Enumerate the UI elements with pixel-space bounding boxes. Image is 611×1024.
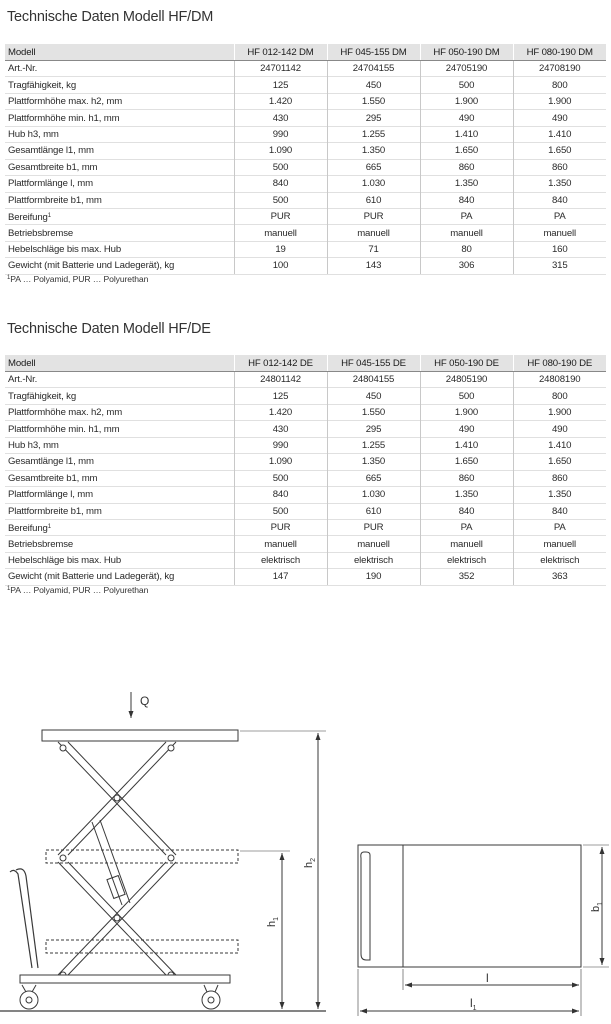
cell-value: 500 — [272, 194, 289, 206]
cell-value: manuell — [264, 538, 297, 550]
cell-value: 490 — [551, 112, 568, 124]
row-label-text: Gewicht (mit Batterie und Ladegerät), kg — [8, 260, 175, 272]
h2-label — [303, 858, 317, 868]
cell-value: 19 — [275, 244, 286, 256]
cell-value: 1.900 — [454, 407, 479, 419]
cell-value: 1.650 — [454, 456, 479, 468]
cell-value: 24808190 — [539, 374, 581, 386]
cell-value: 295 — [365, 423, 382, 435]
de-section-title: Technische Daten Modell HF/DE — [7, 321, 211, 337]
cell-value: 24701142 — [260, 63, 301, 75]
cell-value: 500 — [272, 161, 289, 173]
row-label-text: Plattformhöhe min. h1, mm — [8, 112, 120, 124]
cell-value: 860 — [551, 472, 568, 484]
cell-value: elektrisch — [260, 555, 301, 567]
footnote-mark: 1 — [47, 523, 51, 530]
cell-value: manuell — [543, 227, 577, 239]
footnote-text: PA … Polyamid, PUR … Polyurethan — [10, 585, 149, 595]
row-label-text: Plattformhöhe max. h2, mm — [8, 407, 123, 419]
row-label-text: Plattformhöhe max. h2, mm — [8, 96, 123, 108]
cell-value: 125 — [272, 79, 289, 91]
cell-value: 1.030 — [361, 178, 386, 190]
cell-value: 24708190 — [539, 63, 581, 75]
platform — [42, 730, 238, 741]
base-frame — [20, 975, 230, 983]
cell-value: 1.090 — [268, 456, 293, 468]
row-label-text: Gesamtbreite b1, mm — [8, 472, 98, 484]
cell-value: manuell — [357, 538, 390, 550]
cell-value: manuell — [543, 538, 577, 550]
cell-value: PA — [553, 522, 566, 534]
cell-value: 1.900 — [548, 96, 572, 108]
cell-value: 1.550 — [361, 407, 386, 419]
row-label-text: Gesamtlänge l1, mm — [8, 145, 94, 157]
b1-label — [590, 902, 604, 912]
column-header-variant: HF 050-190 DE — [420, 355, 513, 372]
cell-value: 610 — [365, 505, 382, 517]
footnote-mark: 1 — [47, 212, 51, 219]
cell-value: 80 — [461, 244, 472, 256]
cell-value: PUR — [363, 211, 384, 223]
cell-value: 1.090 — [268, 145, 293, 157]
row-label-text: Plattformbreite b1, mm — [8, 505, 102, 517]
cell-value: elektrisch — [540, 555, 580, 567]
cell-value: 1.650 — [548, 456, 572, 468]
cell-value: 24805190 — [445, 374, 488, 386]
cell-value: manuell — [357, 227, 390, 239]
cell-value: PA — [460, 522, 473, 534]
cell-value: 840 — [272, 178, 289, 190]
column-header-variant: HF 012-142 DM — [234, 44, 327, 61]
row-label-text: Betriebsbremse — [8, 227, 74, 239]
column-header-variant: HF 045-155 DM — [327, 44, 420, 61]
cell-value: 500 — [272, 472, 289, 484]
column-header-variant: HF 080-190 DM — [513, 44, 606, 61]
cell-value: 500 — [272, 505, 289, 517]
cell-value: 490 — [551, 423, 568, 435]
front-wheel — [20, 991, 38, 1009]
cell-value: 24804155 — [352, 374, 395, 386]
row-label-text: Gesamtbreite b1, mm — [8, 161, 98, 173]
row-label-text: Plattformbreite b1, mm — [8, 194, 102, 206]
footnote-text: PA … Polyamid, PUR … Polyurethan — [10, 274, 149, 284]
rear-wheel — [202, 991, 220, 1009]
cell-value: 1.900 — [454, 96, 479, 108]
column-header-model: Modell — [5, 44, 234, 61]
cell-value: 840 — [551, 194, 568, 206]
top-view-outline — [358, 845, 581, 967]
cell-value: PA — [460, 211, 473, 223]
cell-value: 143 — [365, 260, 382, 272]
cell-value: PUR — [363, 522, 384, 534]
l-label: l — [486, 971, 489, 985]
cell-value: 840 — [272, 489, 289, 501]
cell-value: 100 — [272, 260, 289, 272]
platform-base-dashed — [46, 940, 238, 953]
row-label-text: Art.-Nr. — [8, 374, 38, 386]
column-header-variant: HF 045-155 DE — [327, 355, 420, 372]
cell-value: 306 — [458, 260, 475, 272]
cell-value: 490 — [458, 423, 475, 435]
cell-value: 490 — [458, 112, 475, 124]
cell-value: 800 — [551, 390, 568, 402]
cell-value: 990 — [272, 128, 289, 140]
row-label-text: Gewicht (mit Batterie und Ladegerät), kg — [8, 571, 175, 583]
cell-value: 1.030 — [361, 489, 386, 501]
cell-value: 450 — [365, 390, 382, 402]
row-label-text: Bereifung — [8, 522, 48, 534]
row-label-text: Bereifung — [8, 211, 48, 223]
cell-value: 1.410 — [548, 128, 572, 140]
cell-value: 840 — [458, 194, 475, 206]
cell-value: 860 — [551, 161, 568, 173]
cell-value: 500 — [458, 390, 475, 402]
cell-value: 450 — [365, 79, 382, 91]
cell-value: manuell — [450, 227, 483, 239]
row-label-text: Hebelschläge bis max. Hub — [8, 555, 122, 567]
column-header-model: Modell — [5, 355, 234, 372]
svg-text:b1: $b_1$ — [590, 901, 604, 912]
platform-min-dashed — [46, 850, 238, 863]
load-label: Q — [140, 694, 150, 708]
cell-value: 1.350 — [361, 145, 386, 157]
row-label-text: Plattformlänge l, mm — [8, 489, 93, 501]
cell-value: 800 — [551, 79, 568, 91]
cell-value: 1.350 — [548, 489, 572, 501]
cell-value: 1.410 — [454, 439, 479, 451]
l1-label: $l_1$ — [470, 996, 477, 1012]
row-label-text: Tragfähigkeit, kg — [8, 390, 77, 402]
row-label-text: Tragfähigkeit, kg — [8, 79, 77, 91]
footnote-mark: 1 — [7, 586, 11, 592]
row-label-text: Hebelschläge bis max. Hub — [8, 244, 122, 256]
cell-value: 665 — [365, 161, 382, 173]
cell-value: 990 — [272, 439, 289, 451]
top-view-lift-table — [358, 845, 609, 1016]
cell-value: 840 — [458, 505, 475, 517]
svg-text:h1: $h_1$ — [266, 916, 280, 927]
cell-value: manuell — [264, 227, 297, 239]
cell-value: 160 — [551, 244, 568, 256]
cell-value: 71 — [368, 244, 379, 256]
row-label-text: Plattformlänge l, mm — [8, 178, 93, 190]
cell-value: 1.650 — [454, 145, 479, 157]
side-view-lift-table — [0, 692, 326, 1011]
cell-value: 1.550 — [361, 96, 386, 108]
cell-value: 1.350 — [454, 178, 479, 190]
cell-value: 1.420 — [268, 96, 293, 108]
row-label-text: Betriebsbremse — [8, 538, 74, 550]
cell-value: 665 — [365, 472, 382, 484]
cell-value: 352 — [458, 571, 475, 583]
cell-value: 1.900 — [548, 407, 572, 419]
cell-value: 840 — [551, 505, 568, 517]
cell-value: 1.350 — [454, 489, 479, 501]
push-handle — [10, 869, 38, 968]
cell-value: 147 — [272, 571, 289, 583]
row-label-text: Plattformhöhe min. h1, mm — [8, 423, 120, 435]
column-header-variant: HF 080-190 DE — [513, 355, 606, 372]
cell-value: 24801142 — [260, 374, 301, 386]
cell-value: 1.255 — [361, 128, 386, 140]
cell-value: 363 — [551, 571, 568, 583]
svg-text:h2: $h_2$ — [303, 857, 317, 868]
cell-value: 1.420 — [268, 407, 293, 419]
cell-value: 430 — [272, 423, 289, 435]
row-label-text: Hub h3, mm — [8, 439, 59, 451]
cell-value: manuell — [450, 538, 483, 550]
row-label-text: Art.-Nr. — [8, 63, 38, 75]
cell-value: 1.350 — [361, 456, 386, 468]
cell-value: 24704155 — [352, 63, 395, 75]
cell-value: 430 — [272, 112, 289, 124]
cell-value: 860 — [458, 161, 475, 173]
cell-value: 1.410 — [548, 439, 572, 451]
cell-value: 1.350 — [548, 178, 572, 190]
cell-value: 860 — [458, 472, 475, 484]
cell-value: 610 — [365, 194, 382, 206]
cell-value: 190 — [365, 571, 382, 583]
cell-value: 500 — [458, 79, 475, 91]
cell-value: 315 — [551, 260, 568, 272]
cell-value: PUR — [270, 522, 291, 534]
cell-value: 1.410 — [454, 128, 479, 140]
cell-value: 295 — [365, 112, 382, 124]
column-header-variant: HF 050-190 DM — [420, 44, 513, 61]
column-header-variant: HF 012-142 DE — [234, 355, 327, 372]
footnote-mark: 1 — [7, 275, 11, 281]
cell-value: PA — [553, 211, 566, 223]
h1-label — [266, 917, 280, 927]
dm-section-title: Technische Daten Modell HF/DM — [7, 9, 214, 25]
cell-value: elektrisch — [353, 555, 394, 567]
cell-value: elektrisch — [446, 555, 487, 567]
cell-value: PUR — [270, 211, 291, 223]
cell-value: 1.650 — [548, 145, 572, 157]
row-label-text: Gesamtlänge l1, mm — [8, 456, 94, 468]
cell-value: 125 — [272, 390, 289, 402]
cell-value: 24705190 — [445, 63, 488, 75]
cell-value: 1.255 — [361, 439, 386, 451]
row-label-text: Hub h3, mm — [8, 128, 59, 140]
